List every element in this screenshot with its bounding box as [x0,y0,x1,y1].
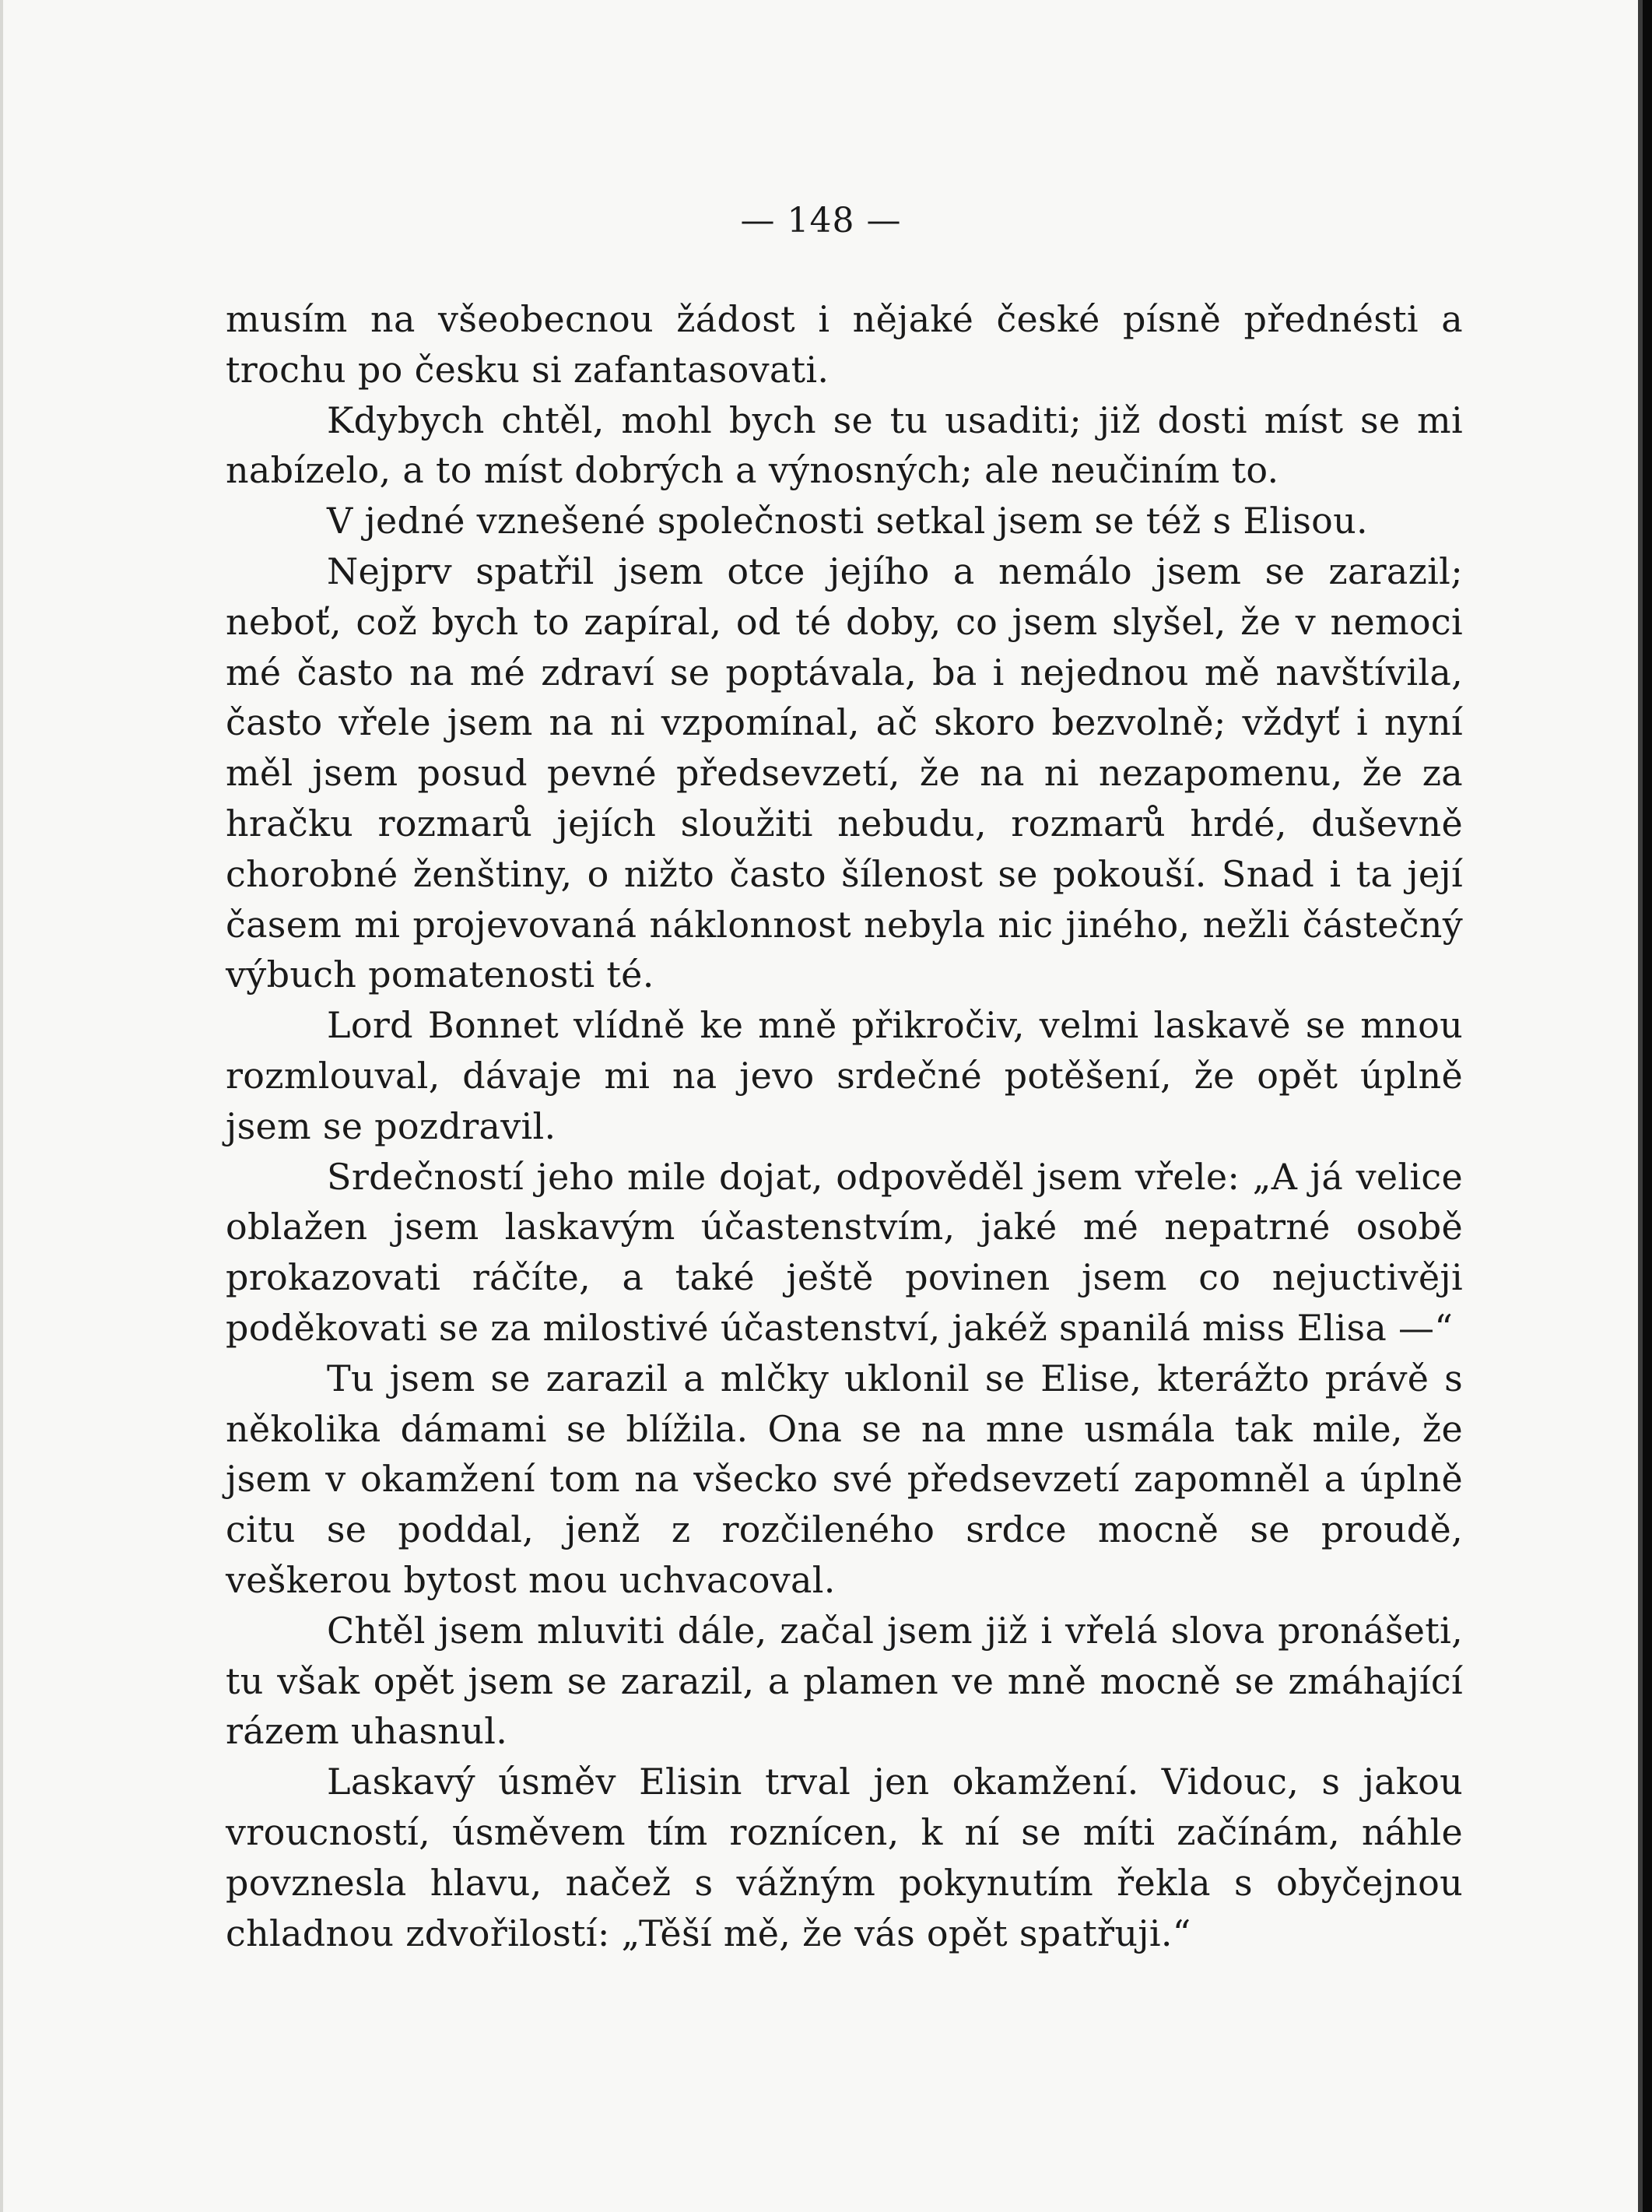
page-binding-edge [1643,0,1652,2212]
paragraph: Kdybych chtěl, mohl bych se tu usaditi; již dosti míst se mi nabízelo, a to míst dobrých a výnosných; ale neučiním to. [226,399,1463,492]
paragraph: musím na všeobecnou žádost i nějaké české písně přednésti a trochu po česku si zafantasovati. [226,298,1463,391]
body-text [226,294,1463,1958]
paragraph: Laskavý úsměv Elisin trval jen okamžení. Vidouc, s jakou vroucností, úsměvem tím roznícen, k ní se míti začínám, náhle povznesla hlavu, načež s vážným pokynutím řekla s obyčejnou chladnou zdvořilostí: „Těší mě, že vás opět spatřuji.“ [226,1761,1463,1954]
page-left-edge [0,0,3,2212]
paragraph: Chtěl jsem mluviti dále, začal jsem již i vřelá slova pronášeti, tu však opět jsem se zarazil, a plamen ve mně mocně se zmáhající rázem uhasnul. [226,1609,1463,1753]
paragraph: V jedné vznešené společnosti setkal jsem se též s Elisou. [327,500,1368,542]
paragraph: Nejprv spatřil jsem otce jejího a nemálo jsem se zarazil; neboť, což bych to zapíral, od té doby, co jsem slyšel, že v nemoci mé často na mé zdraví se poptávala, ba i nejednou mě navštívila, často vřele jsem na ni vzpomínal, ač skoro bezvolně; vždyť i nyní měl jsem posud pevné předsevzetí, že na ni nezapomenu, že za hračku rozmarů jejích sloužiti nebudu, rozmarů hrdé, duševně chorobné ženštiny, o nižto často šílenost se pokouší. Snad i ta její časem mi projevovaná náklonnost nebyla nic jiného, nežli částečný výbuch pomatenosti té. [226,549,1463,996]
paragraph: Lord Bonnet vlídně ke mně přikročiv, velmi laskavě se mnou rozmlouval, dávaje mi na jevo srdečné potěšení, že opět úplně jsem se pozdravil. [226,1004,1463,1147]
page-number-header: — 148 — [740,201,902,241]
paragraph: Srdečností jeho mile dojat, odpověděl jsem vřele: „A já velice oblažen jsem laskavým účastenstvím, jaké mé nepatrné osobě prokazovati ráčíte, a také ještě povinen jsem co nejuctivěji poděkovati se za milostivé účastenství, jakéž spanilá miss Elisa —“ [226,1155,1463,1349]
paragraph: Tu jsem se zarazil a mlčky uklonil se Elise, kterážto právě s několika dámami se blížila. Ona se na mne usmála tak mile, že jsem v okamžení tom na všecko své předsevzetí zapomněl a úplně citu se poddal, jenž z rozčileného srdce mocně se proudě, veškerou bytost mou uchvacoval. [226,1357,1463,1601]
